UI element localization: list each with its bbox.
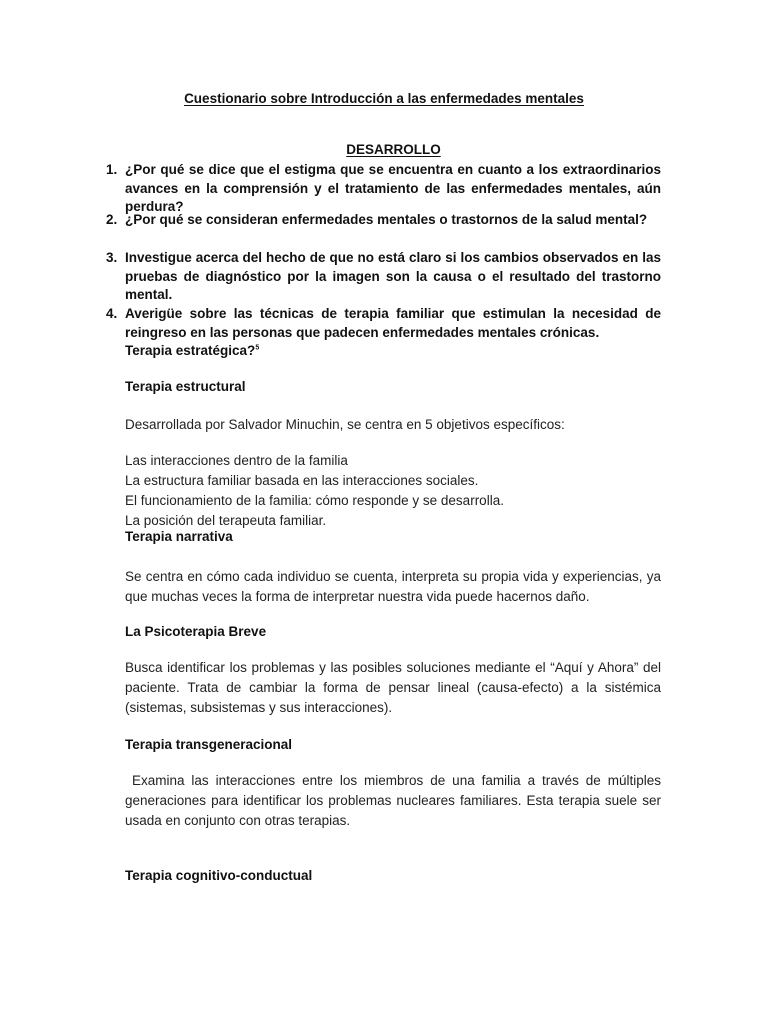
footnote-marker: 5 <box>255 344 260 352</box>
heading-terapia-narrativa: Terapia narrativa <box>125 529 233 544</box>
list-item: La estructura familiar basada en las interacciones sociales. <box>125 473 479 488</box>
question-number: 4. <box>106 306 118 321</box>
question-text: Averigüe sobre las técnicas de terapia familiar que estimulan la necesidad de reingreso en las personas que padecen enfermedades mentales crónicas. <box>125 306 661 340</box>
heading-terapia-estructural: Terapia estructural <box>125 379 246 394</box>
heading-terapia-estrategica <box>125 341 661 361</box>
question-1 <box>106 161 661 217</box>
question-text: Investigue acerca del hecho de que no está claro si los cambios observados en las pruebas de diagnóstico por la imagen son la causa o el resultado del trastorno mental. <box>125 250 661 302</box>
estructural-objectives-list <box>125 451 661 531</box>
question-text: ¿Por qué se dice que el estigma que se encuentra en cuanto a los extraordinarios avances en la comprensión y el tratamiento de las enfermedades mentales, aún perdura? <box>125 162 661 214</box>
list-item: Las interacciones dentro de la familia <box>125 453 348 468</box>
list-item: La posición del terapeuta familiar. <box>125 513 327 528</box>
question-text: ¿Por qué se consideran enfermedades mentales o trastornos de la salud mental? <box>125 212 648 227</box>
heading-psicoterapia-breve: La Psicoterapia Breve <box>125 624 267 639</box>
question-2 <box>106 211 661 230</box>
question-number: 2. <box>106 212 118 227</box>
question-number: 1. <box>106 162 118 177</box>
breve-paragraph: Busca identificar los problemas y las posibles soluciones mediante el “Aquí y Ahora” del paciente. Trata de cambiar la forma de pensar lineal (causa-efecto) a la sistémica (sistemas, subsistemas y sus interacciones). <box>125 660 661 715</box>
transgeneracional-paragraph: Examina las interacciones entre los miembros de una familia a través de múltiples generaciones para identificar los problemas nucleares familiares. Esta terapia suele ser usada en conjunto con otras terapias. <box>125 773 665 828</box>
list-item: El funcionamiento de la familia: cómo responde y se desarrolla. <box>125 493 504 508</box>
section-heading-desarrollo: DESARROLLO <box>346 142 441 157</box>
question-4 <box>106 305 661 342</box>
document-title: Cuestionario sobre Introducción a las enfermedades mentales <box>184 91 584 106</box>
heading-terapia-cognitivo-conductual: Terapia cognitivo-conductual <box>125 868 313 883</box>
heading-terapia-transgeneracional: Terapia transgeneracional <box>125 737 293 752</box>
narrativa-paragraph: Se centra en cómo cada individuo se cuenta, interpreta su propia vida y experiencias, ya que muchas veces la forma de interpretar nuestra vida puede hacernos daño. <box>125 569 661 604</box>
heading-text: Terapia estratégica? <box>125 343 256 358</box>
question-3 <box>106 249 661 305</box>
estructural-intro: Desarrollada por Salvador Minuchin, se centra en 5 objetivos específicos: <box>125 417 565 432</box>
question-number: 3. <box>106 250 118 265</box>
